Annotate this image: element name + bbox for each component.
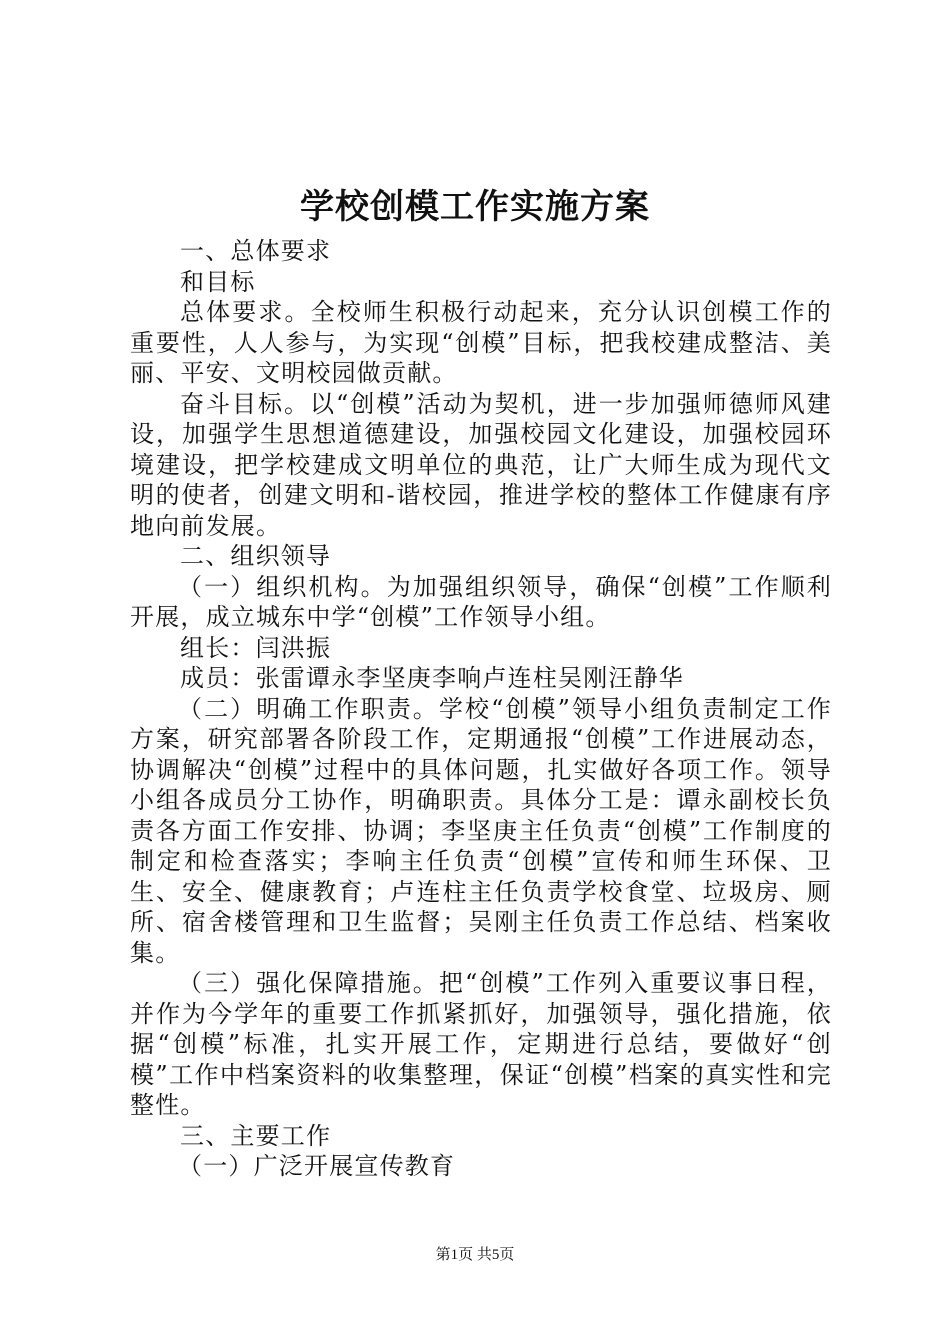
subsection-heading: （一）广泛开展宣传教育 [178, 1152, 456, 1180]
page-title: 学校创模工作实施方案 [300, 187, 650, 227]
section-heading: 二、组织领导 [180, 542, 332, 570]
paragraph: （一）组织机构。为加强组织领导，确保“创模”工作顺利开展，成立城东中学“创模”工作领导小组。 [130, 572, 832, 631]
document-body [130, 236, 832, 1182]
page-footer: 第1页 共5页 [435, 1247, 515, 1263]
section-subheading: 和目标 [180, 267, 256, 296]
members-line: 成员：张雷谭永李坚庚李响卢连柱吴刚汪静华 [180, 664, 684, 692]
paragraph: （二）明确工作职责。学校“创模”领导小组负责制定工作方案，研究部署各阶段工作，定期通报“创模”工作进展动态，协调解决“创模”过程中的具体问题，扎实做好各项工作。领导小组各成员分工协作，明确职责。具体分工是：谭永副校长负责各方面工作安排、协调；李坚庚主任负责“创模”工作制度的制定和检查落实；李响主任负责“创模”宣传和师生环保、卫生、安全、健康教育；卢连柱主任负责学校食堂、垃圾房、厕所、宿舍楼管理和卫生监督；吴刚主任负责工作总结、档案收集。 [130, 694, 832, 967]
section-heading: 一、总体要求 [180, 237, 332, 265]
leader-line: 组长：闫洪振 [180, 633, 332, 662]
paragraph: 总体要求。全校师生积极行动起来，充分认识创模工作的重要性，人人参与，为实现“创模”目标，把我校建成整洁、美丽、平安、文明校园做贡献。 [130, 298, 832, 387]
section-heading: 三、主要工作 [180, 1121, 332, 1150]
paragraph: （三）强化保障措施。把“创模”工作列入重要议事日程，并作为今学年的重要工作抓紧抓好，加强领导，强化措施，依据“创模”标准，扎实开展工作，定期进行总结，要做好“创模”工作中档案资料的收集整理，保证“创模”档案的真实性和完整性。 [130, 969, 832, 1119]
paragraph: 奋斗目标。以“创模”活动为契机，进一步加强师德师风建设，加强学生思想道德建设，加强校园文化建设，加强校园环境建设，把学校建成文明单位的典范，让广大师生成为现代文明的使者，创建文明和-谐校园，推进学校的整体工作健康有序地向前发展。 [130, 389, 832, 540]
